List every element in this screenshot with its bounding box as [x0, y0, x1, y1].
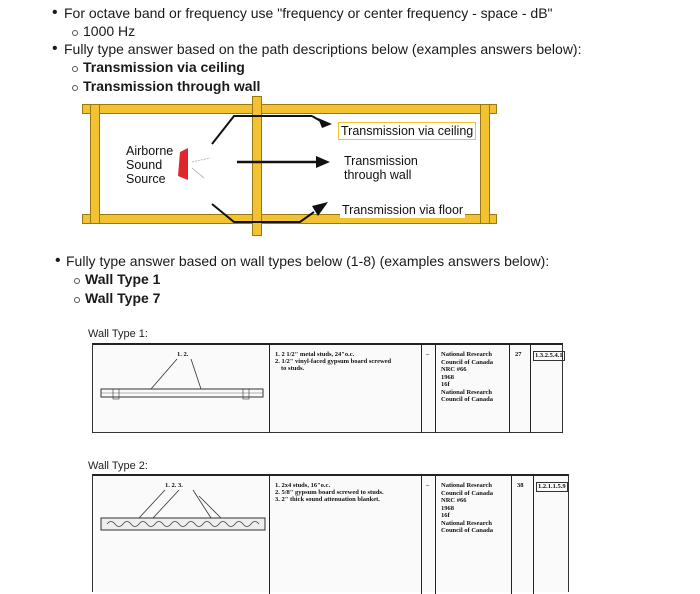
source-line: NRC #66 [441, 497, 467, 504]
source-line: Council of Canada [441, 489, 494, 497]
sub-bullet-dot [72, 30, 78, 36]
table-divider [511, 476, 512, 594]
wall-1-rating: 27 [515, 351, 522, 358]
table-divider [435, 345, 436, 433]
wall-2-desc-line: 2. 5/8" gypsum board screwed to studs. [275, 489, 384, 496]
callout-numbers: 1. 2. 3. [165, 482, 183, 489]
table-divider [435, 476, 436, 594]
source-line: NRC #66 [441, 366, 467, 373]
wall-2-desc-line: 3. 2" thick sound attenuation blanket. [275, 496, 380, 503]
source-line: Council of Canada [441, 358, 494, 366]
wall-2-desc-line: 1. 2x4 studs, 16"o.c. [275, 482, 331, 489]
wall-type-2-table [92, 474, 569, 592]
source-label [126, 144, 173, 186]
sound-wave [192, 158, 210, 162]
leader-line [153, 490, 179, 518]
wall-2-section-drawing [93, 476, 269, 594]
wall-1-desc-line: 1. 2 1/2" metal studs, 24"o.c. [275, 351, 355, 358]
sub-bullet-dot [74, 297, 80, 303]
leader-line [191, 359, 201, 389]
source-line: 1968 [441, 373, 454, 381]
table-divider [421, 345, 422, 433]
bullet-dot: • [52, 4, 58, 21]
bullet-dot: • [55, 252, 61, 269]
dash-mark: – [426, 351, 430, 358]
source-line: Council of Canada [441, 396, 494, 403]
wall-2-code: 1.2.1.1.5.9 [538, 483, 566, 490]
table-divider [509, 345, 510, 433]
wall-path-label [344, 154, 418, 182]
table-divider [269, 476, 270, 594]
sub-bullet-dot [74, 278, 80, 284]
leader-line [199, 496, 221, 518]
wall-type-1-title: Wall Type 1: [88, 328, 148, 340]
wall-example-7: Wall Type 7 [85, 290, 161, 306]
source-line: National Research [441, 482, 492, 489]
bullet-dot: • [52, 40, 58, 57]
wall-path-label-line: Transmission [344, 154, 418, 168]
wall-type-1-table [92, 343, 563, 433]
wall-type-2-title: Wall Type 2: [88, 460, 148, 472]
instruction-wall-types: Fully type answer based on wall types below (1-8) (examples answers below): [66, 253, 550, 269]
wall-section [101, 518, 265, 530]
leader-line [193, 490, 211, 518]
ceiling-arrow-head [318, 118, 332, 128]
instruction-frequency: For octave band or frequency use "frequency or center frequency - space - dB" [64, 5, 553, 21]
leader-line [139, 490, 165, 518]
source-line: 1968 [441, 504, 454, 512]
ceiling-path-label: Transmission via ceiling [338, 122, 476, 140]
source-line: 16f [441, 381, 450, 388]
floor-path-arrow [212, 204, 314, 222]
path-example-ceiling: Transmission via ceiling [83, 59, 245, 75]
dash-mark: – [426, 482, 430, 489]
sound-wave [192, 168, 204, 178]
wall-1-source [441, 351, 493, 404]
wall-1-section-drawing [93, 345, 269, 433]
source-line: Council of Canada [441, 527, 494, 534]
source-line: National Research [441, 388, 492, 396]
wall-path-label-line: through wall [344, 168, 412, 182]
sub-bullet-dot [72, 66, 78, 72]
wall-example-1: Wall Type 1 [85, 271, 161, 287]
path-example-wall: Transmission through wall [83, 78, 261, 94]
wall-1-desc-line: 2. 1/2" vinyl-faced gypsum board screwed [275, 358, 392, 365]
wall-1-desc-line: to studs. [281, 365, 305, 372]
callout-numbers: 1. 2. [177, 351, 189, 358]
table-divider [269, 345, 270, 433]
source-line: National Research [441, 351, 492, 358]
source-label-line: Airborne [126, 144, 174, 158]
wall-1-code: 1.3.2.5.4.1 [535, 352, 563, 359]
floor-path-label: Transmission via floor [342, 203, 464, 217]
source-line: National Research [441, 519, 492, 527]
instruction-path: Fully type answer based on the path descriptions below (examples answers below): [64, 41, 582, 57]
source-line: 16f [441, 512, 450, 519]
table-divider [421, 476, 422, 594]
source-label-line: Source [126, 172, 166, 186]
ceiling-path-arrow [212, 116, 312, 144]
frequency-example: 1000 Hz [83, 23, 136, 39]
transmission-path-diagram [82, 96, 497, 236]
wall-2-source [441, 482, 493, 535]
wall-arrow-head [316, 156, 330, 168]
floor-arrow-head [312, 202, 328, 216]
table-divider [530, 345, 531, 433]
sub-bullet-dot [72, 85, 78, 91]
leader-line [151, 359, 177, 389]
source-label-line: Sound [126, 158, 163, 172]
ceiling-path-segment [312, 116, 324, 123]
wall-2-rating: 38 [517, 482, 524, 489]
table-divider [533, 476, 534, 594]
speaker-icon [178, 148, 188, 180]
